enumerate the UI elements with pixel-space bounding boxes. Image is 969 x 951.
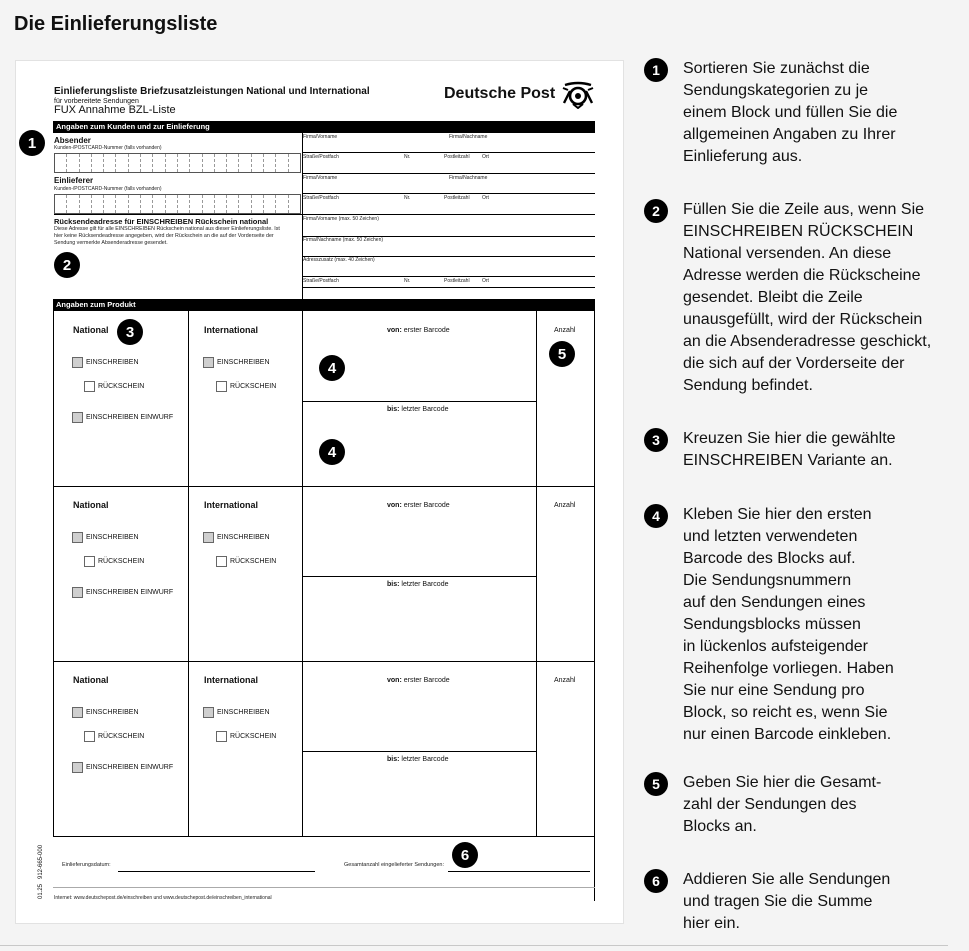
national-einschreiben-checkbox[interactable]: EINSCHREIBEN — [72, 707, 139, 718]
instruction-3 — [644, 428, 964, 472]
instruction-text: Addieren Sie alle Sendungen und tragen Sie die Summe hier ein. — [683, 871, 891, 932]
einlieferungsdatum-label: Einlieferungsdatum: — [62, 862, 111, 868]
form-title: Einlieferungsliste Briefzusatzleistungen National und International — [54, 86, 370, 97]
nr-label: Nr. — [404, 154, 411, 160]
badge-2: 2 — [54, 252, 80, 278]
firma-vorname-max-label: Firma/Vorname (max. 50 Zeichen) — [303, 216, 379, 222]
ort-label: Ort — [482, 278, 489, 284]
national-heading: National — [73, 325, 109, 335]
nr-label: Nr. — [404, 278, 411, 284]
section-customer-header: Angaben zum Kunden und zur Einlieferung — [53, 121, 595, 133]
von-barcode-label: von: erster Barcode — [387, 502, 450, 509]
firma-nachname-max-label: Firma/Nachname (max. 50 Zeichen) — [303, 237, 384, 243]
anzahl-label: Anzahl — [554, 327, 576, 334]
national-einwurf-checkbox[interactable]: EINSCHREIBEN EINWURF — [72, 587, 173, 598]
instruction-5 — [644, 772, 964, 838]
instruction-1 — [644, 58, 964, 168]
international-rueckschein-checkbox[interactable]: RÜCKSCHEIN — [216, 381, 276, 392]
gesamtanzahl-label: Gesamtanzahl eingelieferter Sendungen: — [344, 862, 444, 868]
footer-internet: Internet: www.deutschepost.de/einschreiben und www.deutschepost.de/einschreiben_international — [54, 895, 272, 901]
bis-barcode-label: bis: letzter Barcode — [387, 406, 449, 413]
anzahl-label: Anzahl — [554, 677, 576, 684]
national-heading: National — [73, 675, 109, 685]
national-einwurf-checkbox[interactable]: EINSCHREIBEN EINWURF — [72, 412, 173, 423]
international-einschreiben-checkbox[interactable]: EINSCHREIBEN — [203, 532, 270, 543]
deutsche-post-logo — [444, 79, 595, 109]
side-date: 01.25 — [38, 883, 44, 899]
absender-nummer-field[interactable] — [54, 153, 301, 173]
ort-label: Ort — [482, 195, 489, 201]
badge-6: 6 — [452, 842, 478, 868]
badge-1: 1 — [19, 130, 45, 156]
international-heading: International — [204, 675, 259, 685]
bis-barcode-label: bis: letzter Barcode — [387, 756, 449, 763]
form-subtitle: für vorbereitete Sendungen — [54, 98, 139, 105]
kunden-nummer-label: Kunden-/POSTCARD-Nummer (falls vorhanden) — [54, 186, 162, 192]
instruction-text: Sortieren Sie zunächst die Sendungskategorien zu je einem Block und füllen Sie die allgemeinen Angaben zu Ihrer Einlieferung aus. — [683, 60, 898, 165]
international-rueckschein-checkbox[interactable]: RÜCKSCHEIN — [216, 731, 276, 742]
national-rueckschein-checkbox[interactable]: RÜCKSCHEIN — [84, 556, 144, 567]
instruction-text: Geben Sie hier die Gesamt- zahl der Sendungen des Blocks an. — [683, 774, 882, 835]
instruction-4 — [644, 504, 964, 746]
absender-label: Absender — [54, 136, 91, 145]
firma-nachname-label: Firma/Nachname — [449, 175, 488, 181]
national-heading: National — [73, 500, 109, 510]
national-rueckschein-checkbox[interactable]: RÜCKSCHEIN — [84, 731, 144, 742]
international-einschreiben-checkbox[interactable]: EINSCHREIBEN — [203, 707, 270, 718]
anzahl-label: Anzahl — [554, 502, 576, 509]
nr-label: Nr. — [404, 195, 411, 201]
instruction-text: Kleben Sie hier den ersten und letzten verwendeten Barcode des Blocks auf. Die Sendungsnummern auf den Sendungen eines Sendungsblocks müssen in lückenlos aufsteigender Reihenfolge vorliegen. Haben Sie nur eine Sendung pro Block, so reicht es, wenn Sie nur einen Barcode einkleben. — [683, 506, 894, 743]
ruecksendeadresse-title: Rücksendeadresse für EINSCHREIBEN Rückschein national — [54, 217, 269, 226]
firma-vorname-label: Firma/Vorname — [303, 175, 338, 181]
national-einschreiben-checkbox[interactable]: EINSCHREIBEN — [72, 357, 139, 368]
international-rueckschein-checkbox[interactable]: RÜCKSCHEIN — [216, 556, 276, 567]
national-rueckschein-checkbox[interactable]: RÜCKSCHEIN — [84, 381, 144, 392]
firma-vorname-label: Firma/Vorname — [303, 134, 338, 140]
ort-label: Ort — [482, 154, 489, 160]
badge-5: 5 — [549, 341, 575, 367]
instruction-number: 6 — [644, 869, 668, 893]
international-einschreiben-checkbox[interactable]: EINSCHREIBEN — [203, 357, 270, 368]
form-image — [15, 60, 624, 924]
adresszusatz-label: Adresszusatz (max. 40 Zeichen) — [303, 257, 375, 263]
plz-label: Postleitzahl — [444, 278, 470, 284]
badge-4: 4 — [319, 355, 345, 381]
strasse-label: Straße/Postfach — [303, 195, 339, 201]
plz-label: Postleitzahl — [444, 195, 470, 201]
strasse-label: Straße/Postfach — [303, 278, 339, 284]
strasse-label: Straße/Postfach — [303, 154, 339, 160]
von-barcode-label: von: erster Barcode — [387, 327, 450, 334]
einlieferer-label: Einlieferer — [54, 176, 94, 185]
einlieferer-nummer-field[interactable] — [54, 194, 301, 214]
national-einwurf-checkbox[interactable]: EINSCHREIBEN EINWURF — [72, 762, 173, 773]
international-heading: International — [204, 500, 259, 510]
von-barcode-label: von: erster Barcode — [387, 677, 450, 684]
badge-4: 4 — [319, 439, 345, 465]
kunden-nummer-label: Kunden-/POSTCARD-Nummer (falls vorhanden) — [54, 145, 162, 151]
international-heading: International — [204, 325, 259, 335]
gesamtanzahl-field[interactable] — [448, 871, 590, 872]
ruecksendeadresse-note: Diese Adresse gilt für alle EINSCHREIBEN Rückschein national aus dieser Einlieferungsliste. Ist hier keine Rücksendeadresse angegeben, wird der Rückschein an die auf der Vorderseite der Sendung vermerkte Absenderadresse gesendet. — [54, 226, 280, 246]
plz-label: Postleitzahl — [444, 154, 470, 160]
instruction-text: Kreuzen Sie hier die gewählte EINSCHREIBEN Variante an. — [683, 430, 896, 469]
form-subtitle2: FUX Annahme BZL-Liste — [54, 104, 176, 116]
instruction-number: 2 — [644, 199, 668, 223]
side-code: 912-665-000 — [38, 844, 44, 879]
badge-3: 3 — [117, 319, 143, 345]
posthorn-icon — [561, 79, 595, 109]
instruction-text: Füllen Sie die Zeile aus, wenn Sie EINSCHREIBEN RÜCKSCHEIN National versenden. An diese Adresse werden die Rückscheine gesendet. Bleibt die Zeile unausgefüllt, wird der Rückschein an die Absenderadresse geschickt, die sich auf der Vorderseite der Sendung befindet. — [683, 201, 932, 394]
bis-barcode-label: bis: letzter Barcode — [387, 581, 449, 588]
page-title: Die Einlieferungsliste — [14, 13, 218, 35]
instruction-number: 3 — [644, 428, 668, 452]
firma-nachname-label: Firma/Nachname — [449, 134, 488, 140]
logo-text: Deutsche Post — [444, 85, 556, 102]
instruction-number: 5 — [644, 772, 668, 796]
instruction-2 — [644, 199, 964, 397]
instruction-number: 4 — [644, 504, 668, 528]
section-product-header: Angaben zum Produkt — [53, 299, 595, 311]
national-einschreiben-checkbox[interactable]: EINSCHREIBEN — [72, 532, 139, 543]
instruction-6 — [644, 869, 964, 935]
einlieferungsdatum-field[interactable] — [118, 871, 315, 872]
instruction-number: 1 — [644, 58, 668, 82]
